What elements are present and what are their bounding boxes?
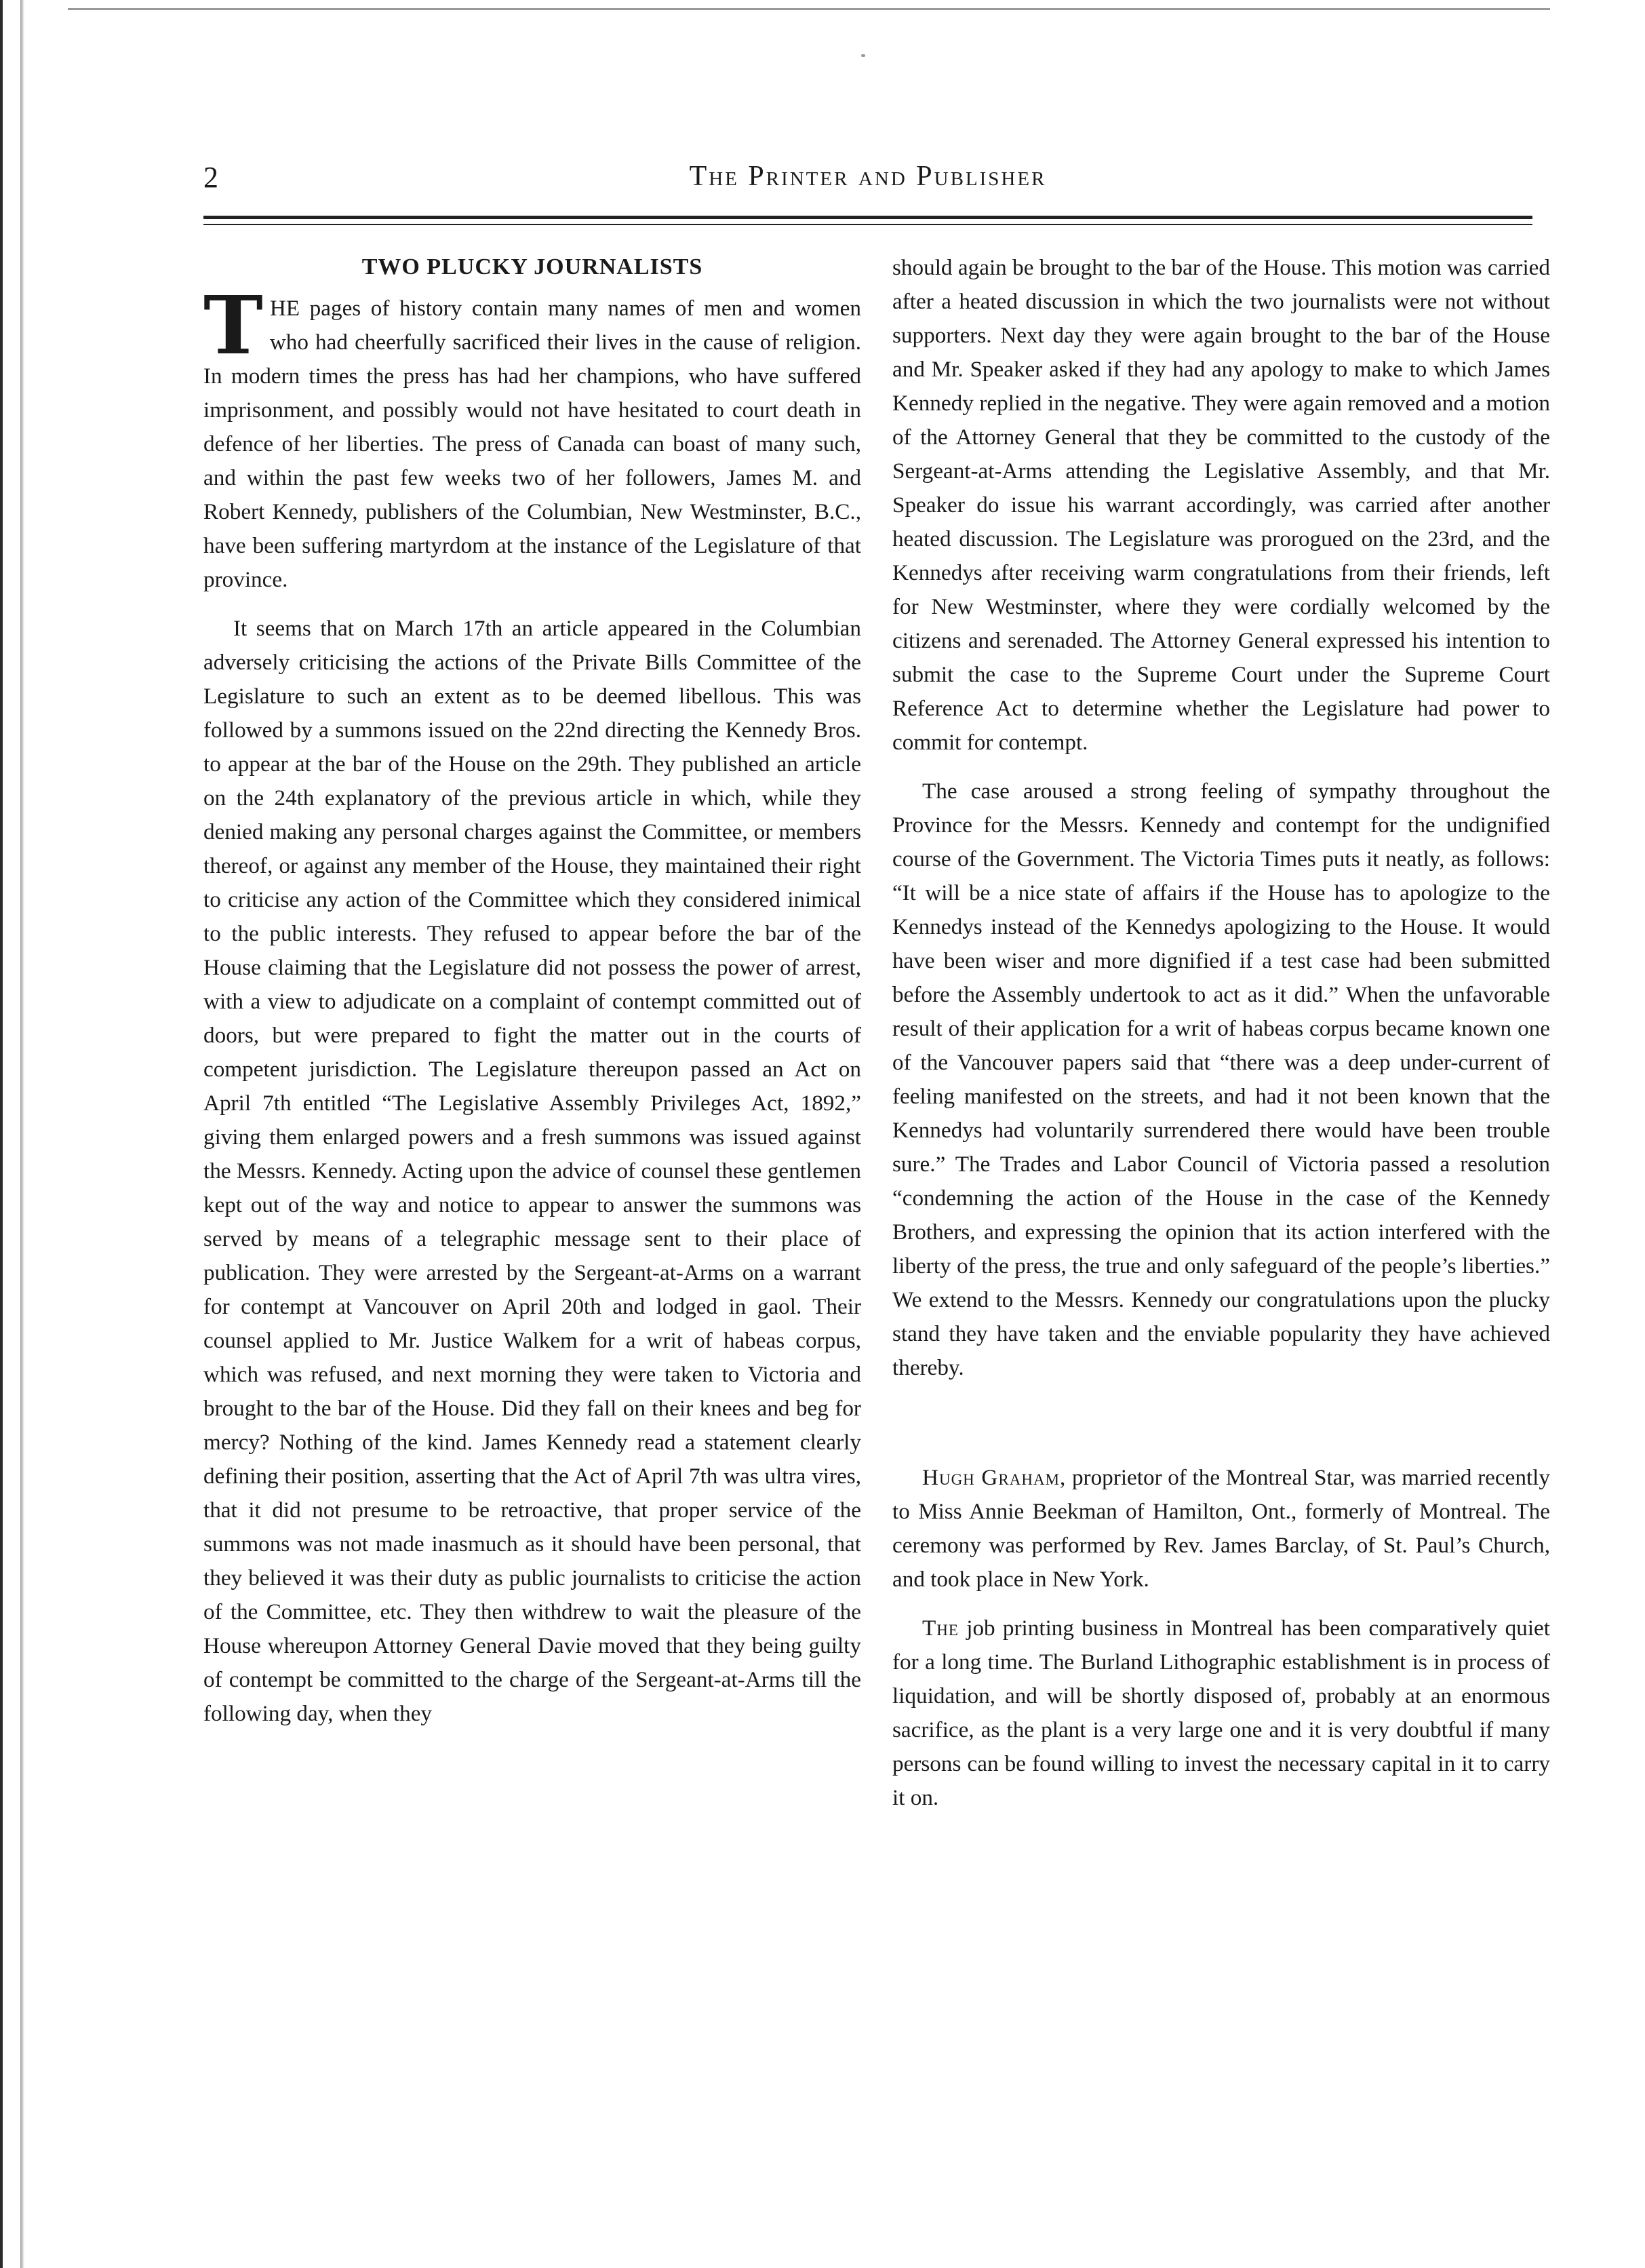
graham-text: proprietor of the Montreal Star, was married recently to Miss Annie Beekman of Hamilton, Ont., formerly of Montreal. The ceremony was performed by Rev. James Barclay, of St. Paul’s Church, and took place in New York. (892, 1465, 1550, 1592)
job-text: job printing business in Montreal has been comparatively quiet for a long time. The Burland Lithographic establishment is in process of liquidation, and will be shortly disposed of, probably at an enormous sacrifice, as the plant is a very large one and it is very doubtful if many persons can be found willing to invest the necessary capital in it to carry it on. (892, 1616, 1550, 1810)
header-rule (203, 216, 1532, 219)
article-paragraph-2: It seems that on March 17th an article appeared in the Columbian adversely criticising the actions of the Private Bills Committee of the Legislature to such an extent as to be deemed libellous. This was followed by a summons issued on the 22nd directing the Kennedy Bros. to appear at the bar of the House on the 29th. They published an article on the 24th explanatory of the previous article in which, while they denied making any personal charges against the Committee, or members thereof, or against any member of the House, they maintained their right to criticise any action of the Committee which they considered inimical to the public interests. They refused to appear before the bar of the House claiming that the Legislature did not possess the power of arrest, with a view to adjudicate on a complaint of contempt committed out of doors, but were prepared to fight the matter out in the courts of competent jurisdiction. The Legislature thereupon passed an Act on April 7th entitled “The Legislative Assembly Privileges Act, 1892,” giving them enlarged powers and a fresh summons was issued against the Messrs. Kennedy. Acting upon the advice of counsel these gentlemen kept out of the way and notice to appear to answer the summons was served by means of a telegraphic message sent to their place of publication. They were arrested by the Sergeant-at-Arms on a warrant for contempt at Vancouver on April 20th and lodged in gaol. Their counsel applied to Mr. Justice Walkem for a writ of habeas corpus, which was refused, and next morning they were taken to Victoria and brought to the bar of the House. Did they fall on their knees and beg for mercy? Nothing of the kind. James Kennedy read a statement clearly defining their position, asserting that the Act of April 7th was ultra vires, that it did not presume to be retroactive, that proper service of the summons was not made inasmuch as it should have been personal, that they believed it was their duty as public journalists to criticise the action of the Committee, etc. They then withdrew to wait the pleasure of the House whereupon Attorney General Davie moved that they being guilty of contempt be committed to the charge of the Sergeant-at-Arms till the following day, when they (203, 616, 861, 1726)
right-column (892, 251, 1550, 1830)
page-binding-edge (0, 0, 42, 2268)
job-printing-item (892, 1611, 1550, 1815)
paper-speck (861, 54, 865, 57)
drop-cap: T (203, 278, 263, 372)
running-head: The Printer and Publisher (689, 161, 1047, 192)
graham-item (892, 1461, 1550, 1597)
top-edge-rule (68, 8, 1550, 10)
article-title: TWO PLUCKY JOURNALISTS (361, 254, 703, 279)
article-paragraph-3: The case aroused a strong feeling of sympathy throughout the Province for the Messrs. Kennedy and contempt for the undignified course of the Government. The Victoria Times puts it neatly, as follows: “It will be a nice state of affairs if the House has to apologize to the Kennedys instead of the Kennedys apologizing to the House. It would have been wiser and more dignified if a test case had been submitted before the Assembly undertook to act as it did.” When the unfavorable result of their application for a writ of habeas corpus became known one of the Vancouver papers said that “there was a deep under-current of feeling manifested on the streets, and had it not been known that the Kennedys had voluntarily surrendered there would have been trouble sure.” The Trades and Labor Council of Victoria passed a resolution “condemning the action of the House in the case of the Kennedy Brothers, and expressing the opinion that its action interfered with the liberty of the press, the true and only safeguard of the people’s liberties.” We extend to the Messrs. Kennedy our congratulations upon the plucky stand they have taken and the enviable popularity they have achieved thereby. (892, 779, 1550, 1380)
header-rule-thin (203, 224, 1532, 225)
column-spacer (892, 1400, 1550, 1461)
left-column (203, 251, 861, 1746)
page-header (203, 160, 1532, 201)
job-lead: The (922, 1616, 959, 1641)
graham-name: Hugh Graham, (922, 1465, 1067, 1490)
article-paragraph-2-continued: should again be brought to the bar of the House. This motion was carried after a heated discussion in which the two journalists were not without supporters. Next day they were again brought to the bar of the House and Mr. Speaker asked if they had any apology to make to which James Kennedy replied in the negative. They were again removed and a motion of the Attorney General that they be committed to the custody of the Sergeant-at-Arms attending the Legislative Assembly, and that Mr. Speaker do issue his warrant accordingly, was carried after another heated discussion. The Legislature was prorogued on the 23rd, and the Kennedys after receiving warm congratulations from their friends, left for New Westminster, where they were cordially welcomed by the citizens and serenaded. The Attorney General expressed his intention to submit the case to the Supreme Court under the Supreme Court Reference Act to determine whether the Legislature had power to commit for contempt. (892, 255, 1550, 755)
page-number: 2 (203, 161, 218, 194)
paragraph-text: HE pages of history contain many names of men and women who had cheerfully sacrificed their lives in the cause of religion. In modern times the press has had her champions, who have suffered imprisonment, and possibly would not have hesitated to court death in defence of her liberties. The press of Canada can boast of many such, and within the past few weeks two of her followers, James M. and Robert Kennedy, publishers of the Columbian, New Westminster, B.C., have been suffering martyrdom at the instance of the Legislature of that province. (203, 296, 861, 592)
article-paragraph-1 (203, 278, 861, 597)
